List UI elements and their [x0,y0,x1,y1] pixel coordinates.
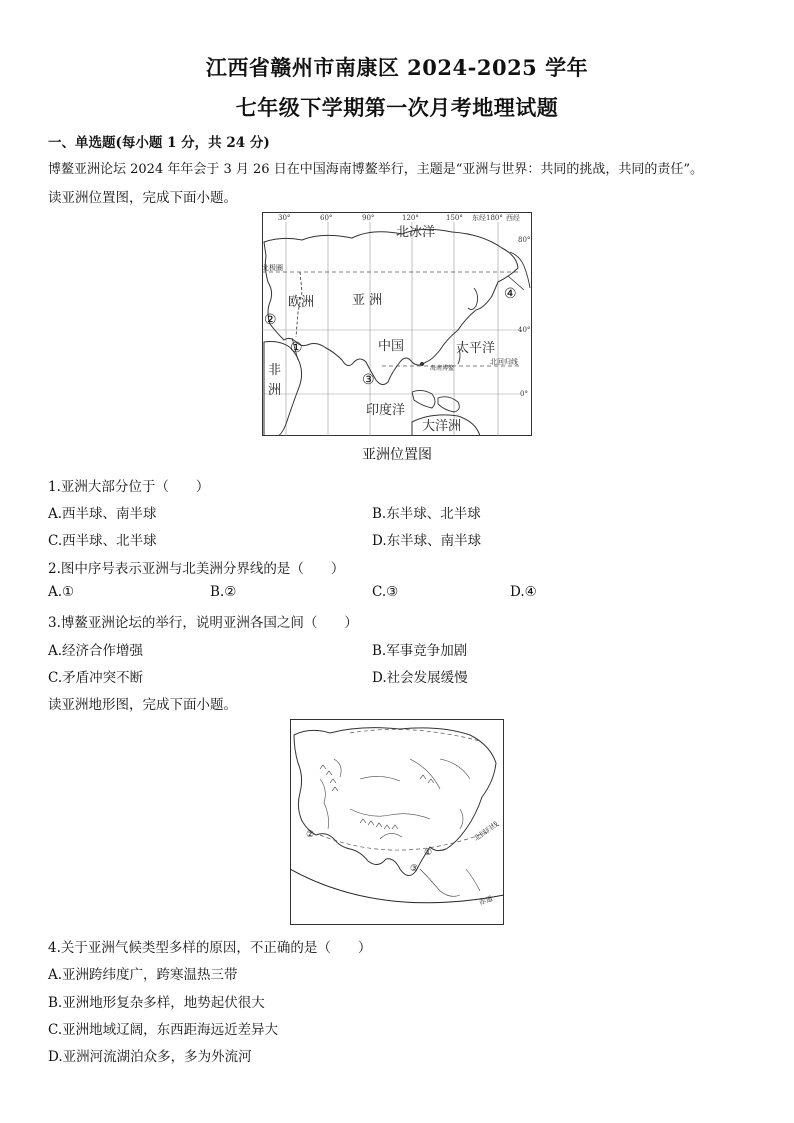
label-asia: 亚 洲 [352,293,383,308]
intro-instruction: 读亚洲位置图，完成下面小题。 [48,190,237,206]
q2-option-c[interactable]: C.③ [372,584,399,600]
q4-option-d[interactable]: D.亚洲河流湖泊众多，多为外流河 [48,1049,252,1065]
marker-2: ② [264,312,277,328]
marker-4: ④ [504,286,517,302]
lon-label-30: 30° [278,214,291,222]
lon-label-180: 东经180° [472,214,503,222]
q3-option-a[interactable]: A.经济合作增强 [48,643,144,659]
terrain-marker-1: ① [424,848,433,858]
label-africa-1: 非 [268,363,282,378]
map1-caption: 亚洲位置图 [362,447,432,463]
q4-option-a[interactable]: A.亚洲跨纬度广，跨寒温热三带 [48,967,238,983]
q1-option-b[interactable]: B.东半球、北半球 [372,506,481,522]
q4-option-c[interactable]: C.亚洲地域辽阔，东西距海远近差异大 [48,1022,279,1038]
asia-location-map [262,212,532,436]
terrain-equator-label: 赤道 [477,894,494,907]
page-title-line2: 七年级下学期第一次月考地理试题 [235,95,559,120]
label-oceania: 大洋洲 [422,419,462,434]
q3-option-b[interactable]: B.军事竞争加剧 [372,643,468,659]
q2-option-a[interactable]: A.① [48,584,75,600]
q3-option-c[interactable]: C.矛盾冲突不断 [48,670,144,686]
terrain-marker-3: ③ [410,864,419,874]
q2-stem: 2.图中序号表示亚洲与北美洲分界线的是（ ） [48,561,345,577]
lon-label-120: 120° [402,214,419,222]
label-arctic-ocean: 北冰洋 [396,225,436,240]
lat-label-0: 0° [520,390,528,398]
marker-1: ① [290,340,303,356]
q3-stem: 3.博鳌亚洲论坛的举行，说明亚洲各国之间（ ） [48,615,358,631]
q3-option-d[interactable]: D.社会发展缓慢 [372,670,468,686]
label-arctic-circle: 北极圈 [262,264,283,272]
lat-label-40: 40° [518,326,531,334]
label-china: 中国 [378,339,405,354]
marker-3: ③ [362,372,375,388]
label-indian-ocean: 印度洋 [366,403,406,418]
section2-intro: 读亚洲地形图，完成下面小题。 [48,697,237,713]
lon-label-150: 150° [446,214,463,222]
terrain-marker-2: ② [306,830,315,840]
q2-option-b[interactable]: B.② [210,584,237,600]
q4-option-b[interactable]: B.亚洲地形复杂多样，地势起伏很大 [48,995,265,1011]
label-africa-2: 洲 [268,383,282,398]
q1-stem: 1.亚洲大部分位于（ ） [48,479,210,495]
lon-label-90: 90° [362,214,375,222]
label-hainan: 海南博鳌 [430,365,455,372]
label-europe: 欧洲 [288,295,315,310]
page-title-line1: 江西省赣州市南康区 2024-2025 学年 [205,55,589,80]
terrain-tropic-label: 北回归线 [472,820,501,843]
lon-label-60: 60° [320,214,333,222]
lat-label-80: 80° [518,236,531,244]
lon-label-west: 西经 [506,214,520,222]
section-heading: 一、单选题(每小题 1 分，共 24 分) [48,135,270,151]
intro-text: 博鳌亚洲论坛 2024 年年会于 3 月 26 日在中国海南博鳌举行，主题是“亚洲与世界：共同的挑战，共同的责任”。 [48,162,703,177]
q4-stem: 4.关于亚洲气候类型多样的原因，不正确的是（ ） [48,940,372,956]
label-pacific: 太平洋 [456,341,496,356]
q1-option-c[interactable]: C.西半球、北半球 [48,533,157,549]
asia-terrain-map [290,719,504,925]
q1-option-d[interactable]: D.东半球、南半球 [372,533,482,549]
q2-option-d[interactable]: D.④ [510,584,537,600]
label-tropic: 北回归线 [490,358,518,366]
q1-option-a[interactable]: A.西半球、南半球 [48,506,157,522]
